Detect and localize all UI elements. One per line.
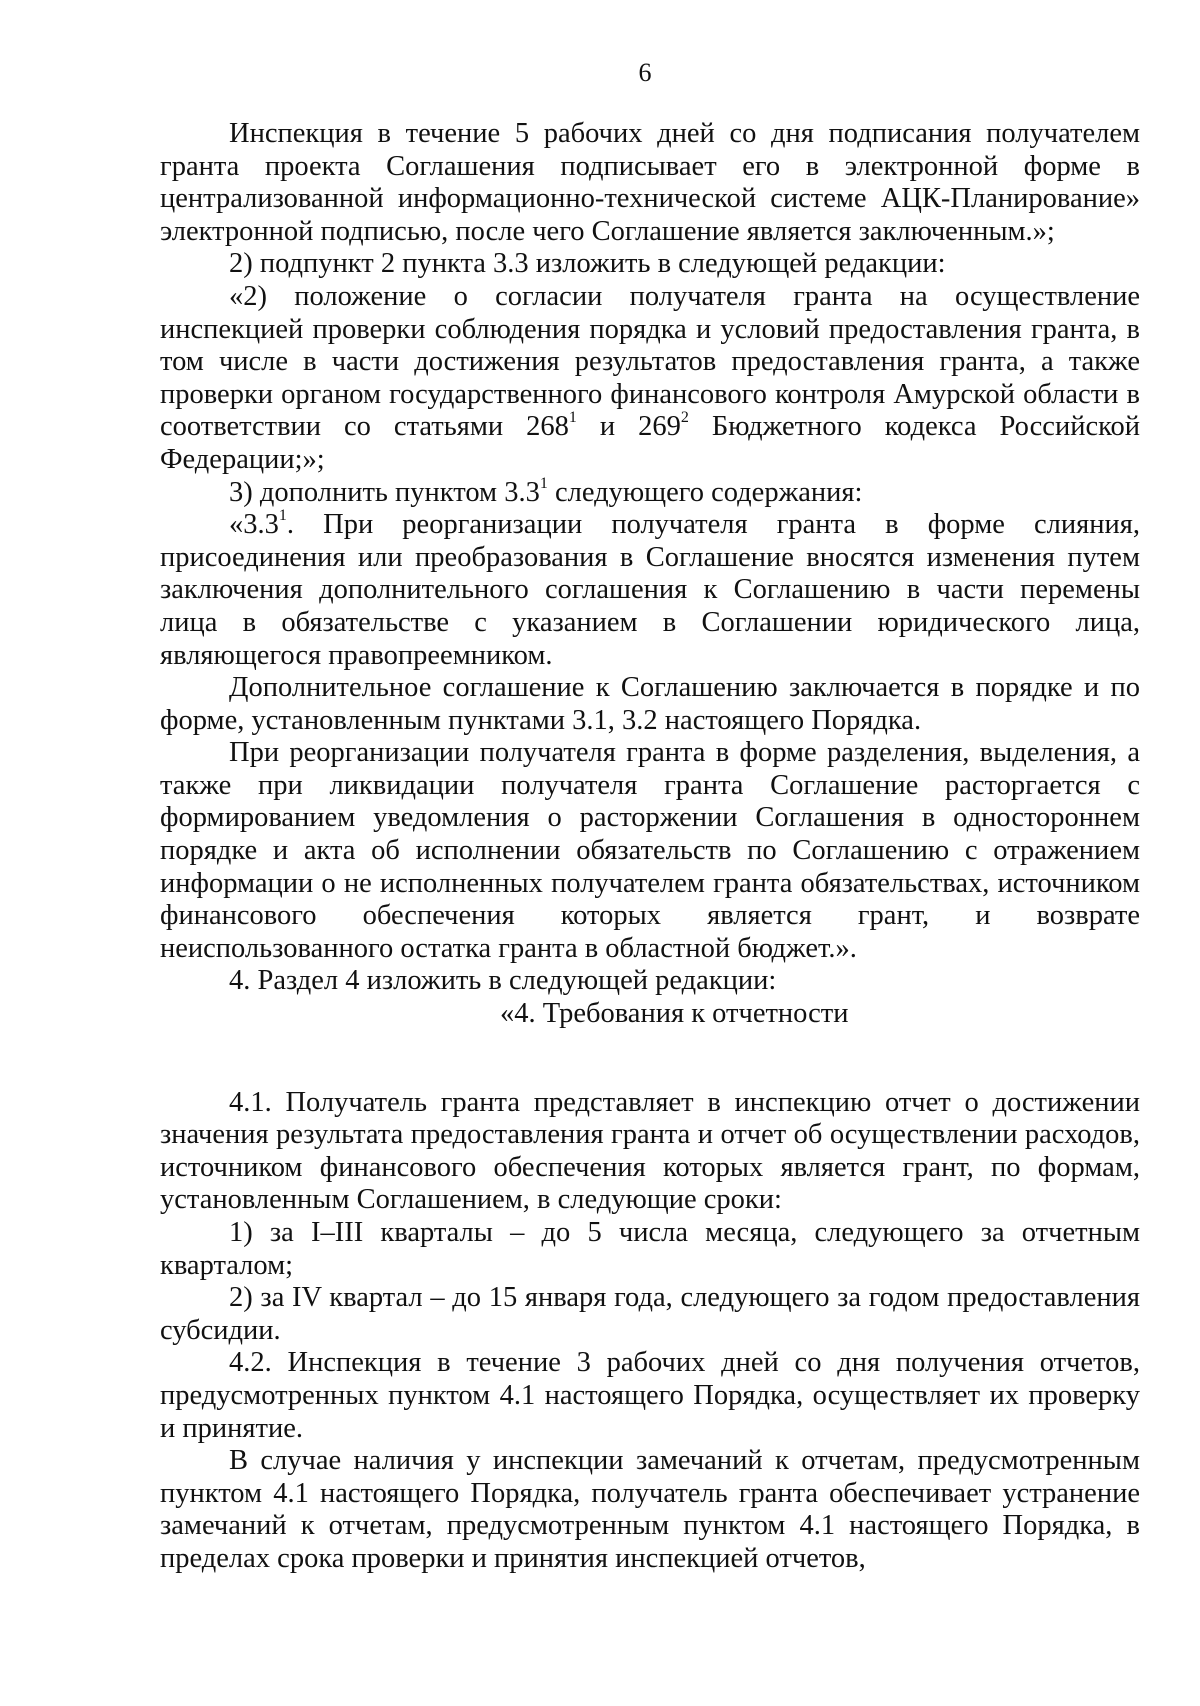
text-run: Бюджетного кодекса Российской Федерации;»; [160, 411, 1140, 475]
text-run: следующего содержания: [547, 476, 863, 508]
paragraph: 4. Раздел 4 изложить в следующей редакции: [229, 965, 777, 997]
superscript: 2 [680, 409, 689, 427]
paragraph [160, 474, 1140, 510]
paragraph: При реорганизации получателя гранта в форме разделения, выделения, а также при ликвидации получателя гранта Соглашение расторгается с формированием уведомления о расторжении Соглашения в одностороннем порядке и акта об исполнении обязательств по Соглашению с отражением информации о не исполненных получателем гранта обязательствах, источником финансового обеспечения которых является грант, и возврате неиспользованного остатка гранта в областной бюджет.». [160, 737, 1140, 964]
text-run: «2) положение о согласии получателя гранта на осуществление инспекцией проверки соблюдения порядка и условий предоставления гранта, в том числе в части достижения результатов предоставления гранта, а также проверки органом государственного финансового контроля Амурской области в соответствии со статьями 268 [160, 280, 1140, 443]
section-heading: «4. Требования к отчетности [500, 998, 849, 1030]
paragraph: Дополнительное соглашение к Соглашению заключается в порядке и по форме, установленным пунктами 3.1, 3.2 настоящего Порядка. [160, 672, 1140, 736]
superscript: 1 [539, 474, 548, 492]
text-run: «3.3 [229, 509, 279, 541]
paragraph: 4.1. Получатель гранта представляет в инспекцию отчет о достижении значения результата предоставления гранта и отчет об осуществлении расходов, источником финансового обеспечения которых является грант, по формам, установленным Соглашением, в следующие сроки: [160, 1086, 1140, 1216]
paragraph: 4.2. Инспекция в течение 3 рабочих дней со дня получения отчетов, предусмотренных пунктом 4.1 настоящего Порядка, осуществляет их проверку и принятие. [160, 1347, 1140, 1444]
paragraph: 2) подпункт 2 пункта 3.3 изложить в следующей редакции: [229, 248, 946, 280]
superscript: 1 [278, 507, 287, 525]
text-run: . При реорганизации получателя гранта в форме слияния, присоединения или преобразования в Соглашение вносятся изменения путем заключения дополнительного соглашения к Соглашению в части перемены лица в обязательстве с указанием в Соглашении юридического лица, являющегося правопреемником. [160, 509, 1140, 671]
paragraph: 2) за IV квартал – до 15 января года, следующего за годом предоставления субсидии. [160, 1282, 1140, 1346]
text-run: и 269 [576, 411, 681, 443]
paragraph: В случае наличия у инспекции замечаний к отчетам, предусмотренным пунктом 4.1 настоящего Порядка, получатель гранта обеспечивает устранение замечаний к отчетам, предусмотренным пунктом 4.1 настоящего Порядка, в пределах срока проверки и принятия инспекцией отчетов, [160, 1445, 1140, 1574]
paragraph: Инспекция в течение 5 рабочих дней со дня подписания получателем гранта проекта Соглашения подписывает его в электронной форме в централизованной информационно-технической системе АЦК-Планирование» электронной подписью, после чего Соглашение является заключенным.»; [160, 118, 1140, 247]
paragraph: 1) за I–III кварталы – до 5 числа месяца, следующего за отчетным кварталом; [160, 1217, 1140, 1281]
superscript: 1 [568, 409, 577, 427]
text-run: 3) дополнить пунктом 3.3 [229, 476, 540, 508]
document-body [160, 118, 1140, 1576]
page-number: 6 [638, 58, 652, 87]
paragraph [160, 509, 1140, 672]
spacer [160, 1031, 1140, 1087]
paragraph [160, 281, 1140, 477]
